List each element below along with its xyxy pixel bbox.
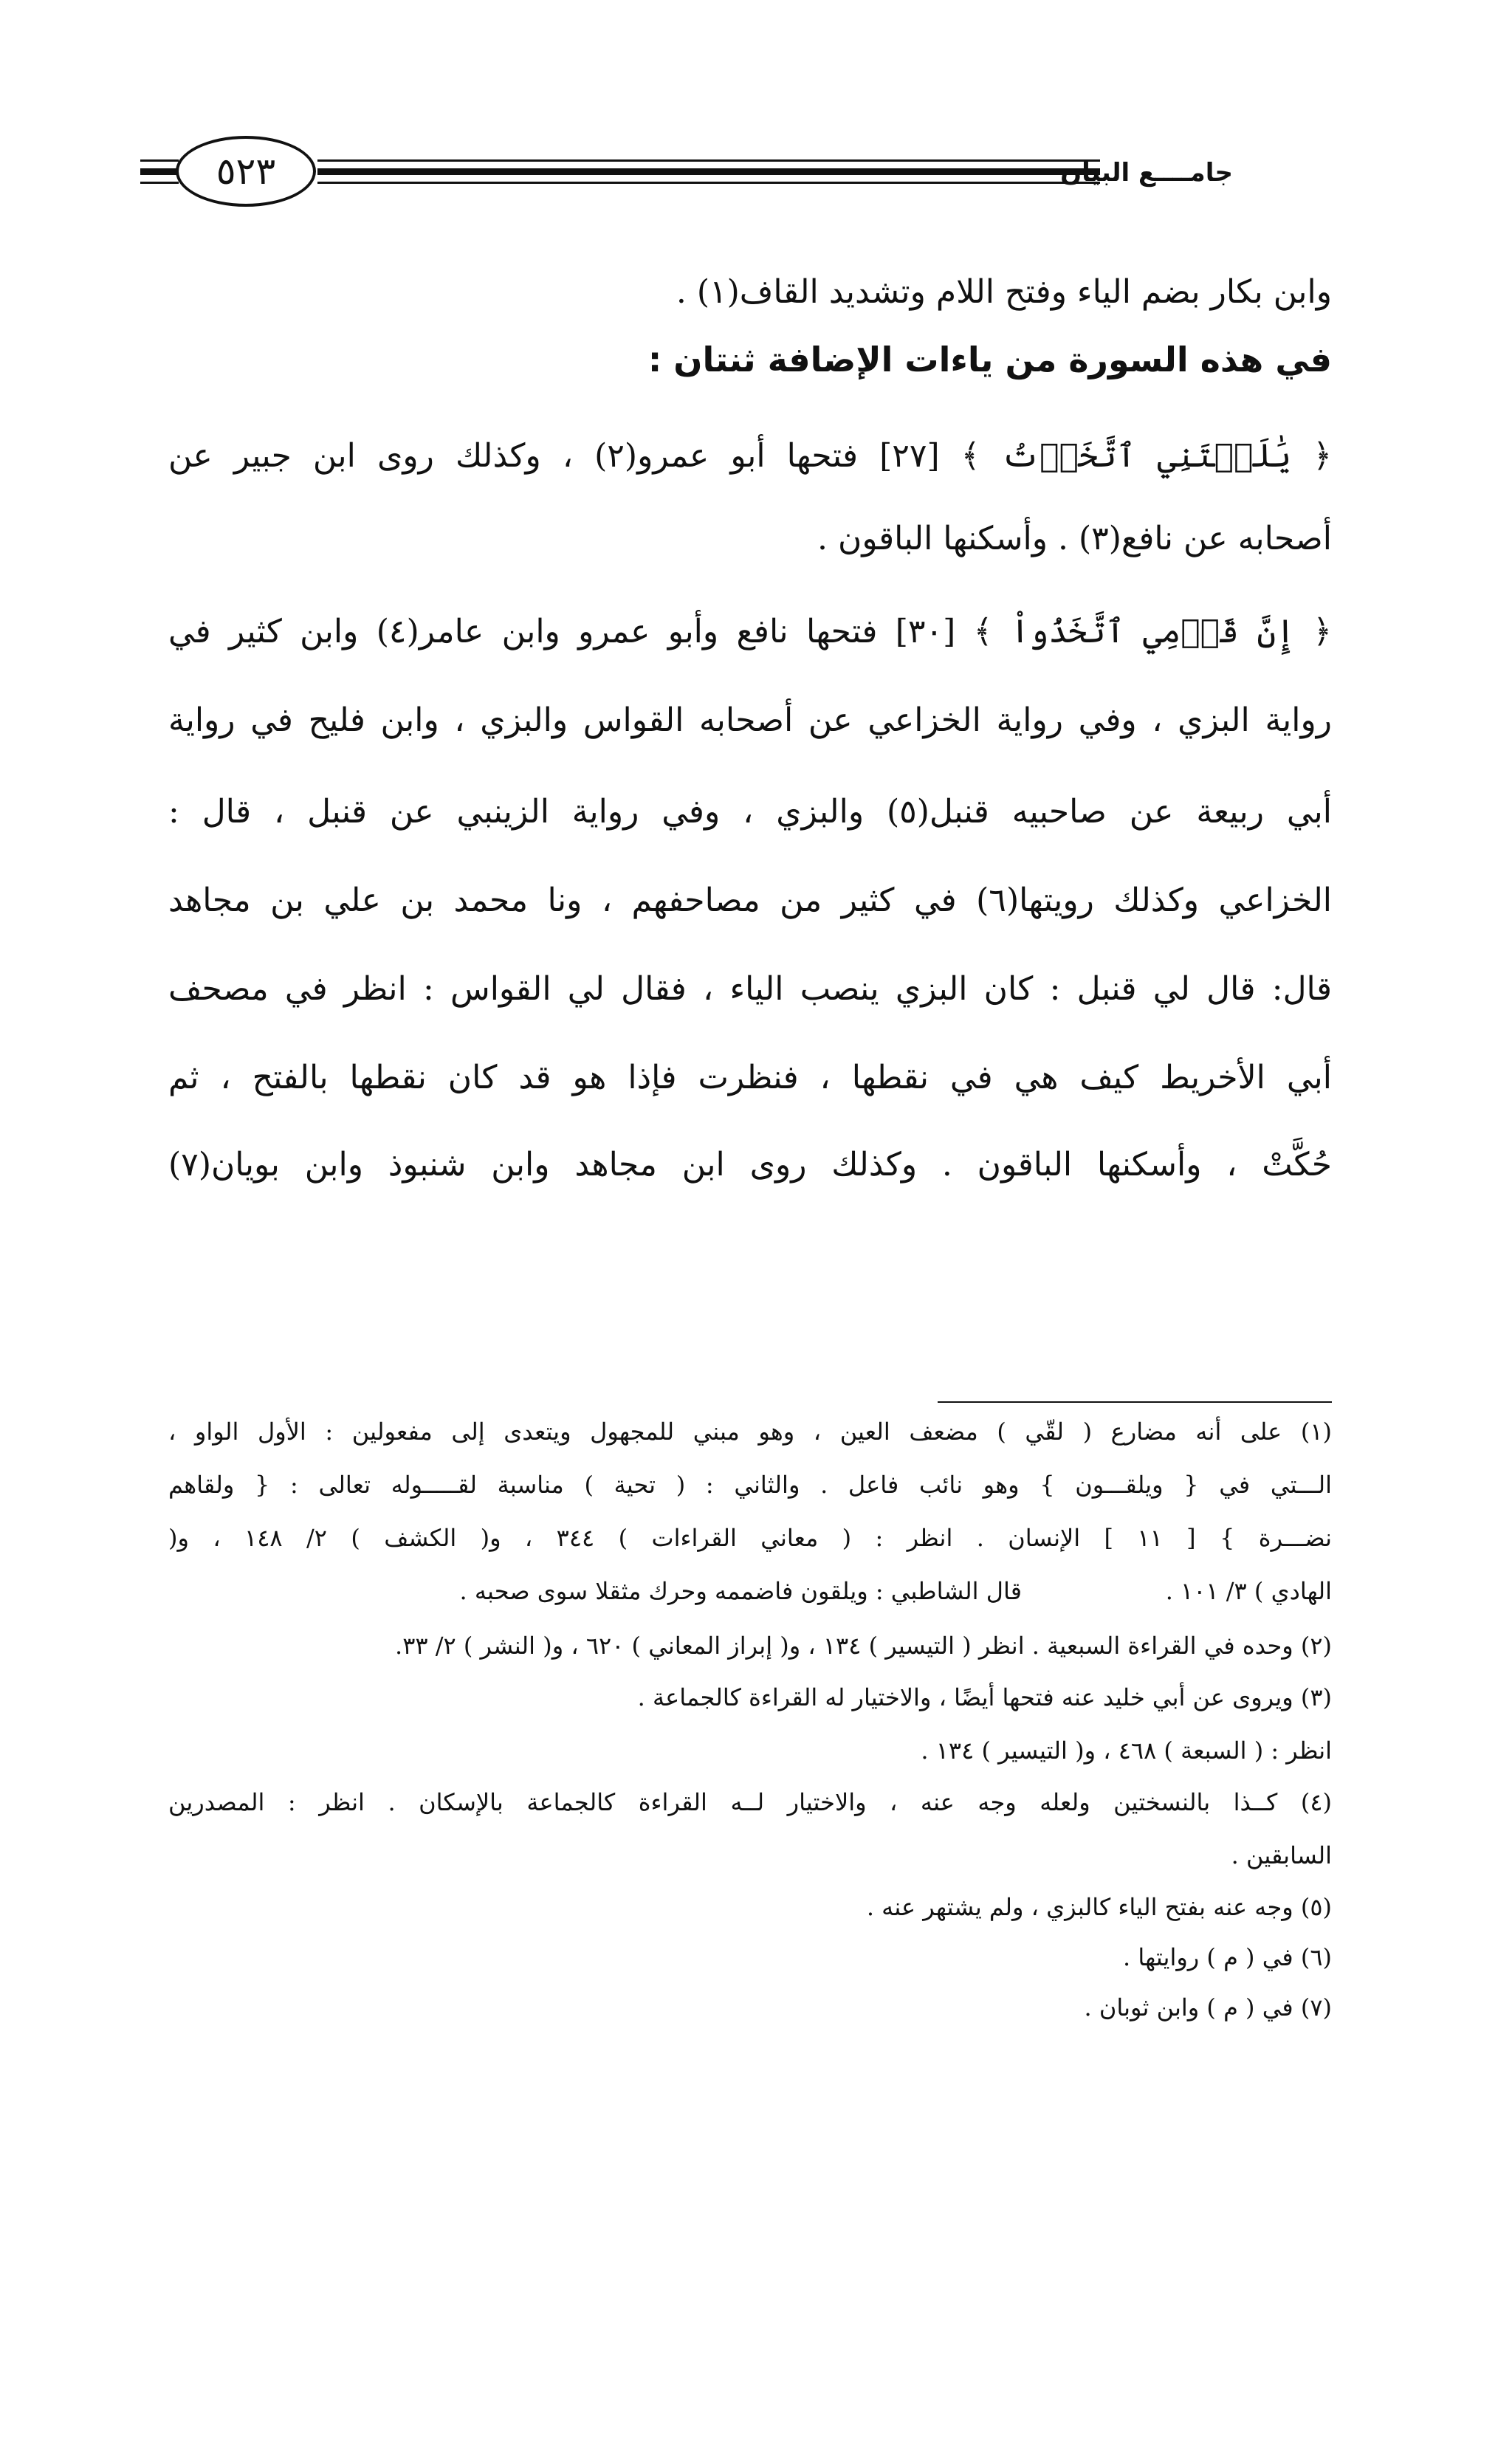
footnote-line: (٢) وحده في القراءة السبعية . انظر ( التيسير ) ١٣٤ ، و( إبراز المعاني ) ٦٢٠ ، و( النشر ) ٢/ ٣٣. [395, 1632, 1332, 1660]
footnote-line: (٧) في ( م ) وابن ثوبان . [1084, 1993, 1332, 2021]
footnote-separator [938, 1401, 1332, 1403]
footnote-line: (٣) ويروى عن أبي خليد عنه فتحها أيضًا ، والاختيار له القراءة كالجماعة . [637, 1683, 1332, 1711]
header-rule [140, 168, 179, 175]
page-number: ٥٢٣ [176, 136, 316, 207]
text-line: رواية البزي ، وفي رواية الخزاعي عن أصحابه القواس والبزي ، وابن فليح في رواية [168, 701, 1332, 739]
text-line: أصحابه عن نافع(٣) . وأسكنها الباقون . [817, 520, 1332, 557]
header-rule [317, 159, 1100, 162]
text-line: ﴿ إِنَّ قَوۡمِي ٱتَّخَذُواْ ﴾ [٣٠] فتحها نافع وأبو عمرو وابن عامر(٤) وابن كثير في [168, 613, 1333, 650]
footnote-line: السابقين . [1231, 1841, 1332, 1869]
text-line: أبي الأخريط كيف هي في نقطها ، فنظرت فإذا هو قد كان نقطها بالفتح ، ثم [168, 1059, 1332, 1096]
footnote-line: انظر : ( السبعة ) ٤٦٨ ، و( التيسير ) ١٣٤ . [921, 1737, 1332, 1765]
page-header [140, 131, 1233, 213]
text-line: أبي ربيعة عن صاحبيه قنبل(٥) والبزي ، وفي رواية الزينبي عن قنبل ، قال : [168, 793, 1332, 831]
footnote-line: (٥) وجه عنه بفتح الياء كالبزي ، ولم يشتهر عنه . [866, 1893, 1332, 1921]
header-rule [317, 182, 1100, 184]
text-line: ﴿ يَٰلَيۡتَنِي ٱتَّخَذۡتُ ﴾ [٢٧] فتحها أبو عمرو(٢) ، وكذلك روى ابن جبير عن [168, 437, 1332, 475]
header-rule [140, 182, 179, 184]
header-rule [317, 168, 1100, 175]
footnote-line: الهادي ) ٣/ ١٠١ . [1165, 1577, 1332, 1605]
text-line: حُكَّتْ ، وأسكنها الباقون . وكذلك روى ابن مجاهد وابن شنبوذ وابن بويان(٧) [168, 1146, 1332, 1184]
book-title: جامــــع البيان [1060, 158, 1233, 188]
text-line: قال: قال لي قنبل : كان البزي ينصب الياء ، فقال لي القواس : انظر في مصحف [168, 970, 1332, 1008]
footnote-line: نضـــرة } [ ١١ ] الإنسان . انظر : ( معاني القراءات ) ٣٤٤ ، و( الكشف ) ٢/ ١٤٨ ، و( [168, 1524, 1333, 1552]
text-line: الخزاعي وكذلك رويتها(٦) في كثير من مصاحفهم ، ونا محمد بن علي بن مجاهد [168, 882, 1332, 919]
footnote-line: (٤) كــذا بالنسختين ولعله وجه عنه ، والاختيار لــه القراءة كالجماعة بالإسكان . انظر : المصدرين [168, 1788, 1332, 1816]
header-rule [140, 159, 179, 162]
text-line: وابن بكار بضم الياء وفتح اللام وتشديد القاف(١) . [676, 273, 1332, 311]
footnote-line: (٦) في ( م ) روايتها . [1123, 1943, 1332, 1971]
section-heading: في هذه السورة من ياءات الإضافة ثنتان : [647, 340, 1332, 379]
footnote-line: (١) على أنه مضارع ( لقّي ) مضعف العين ، وهو مبني للمجهول ويتعدى إلى مفعولين : الأول الواو ، [168, 1418, 1332, 1446]
footnote-line: الـــتي في { ويلقـــون } وهو نائب فاعل . والثاني : ( تحية ) مناسبة لقـــــوله تعالى : { ولقاهم [168, 1471, 1332, 1499]
footnote-poem-line: قال الشاطبي : ويلقون فاضممه وحرك مثقلا سوى صحبه . [459, 1577, 1022, 1605]
